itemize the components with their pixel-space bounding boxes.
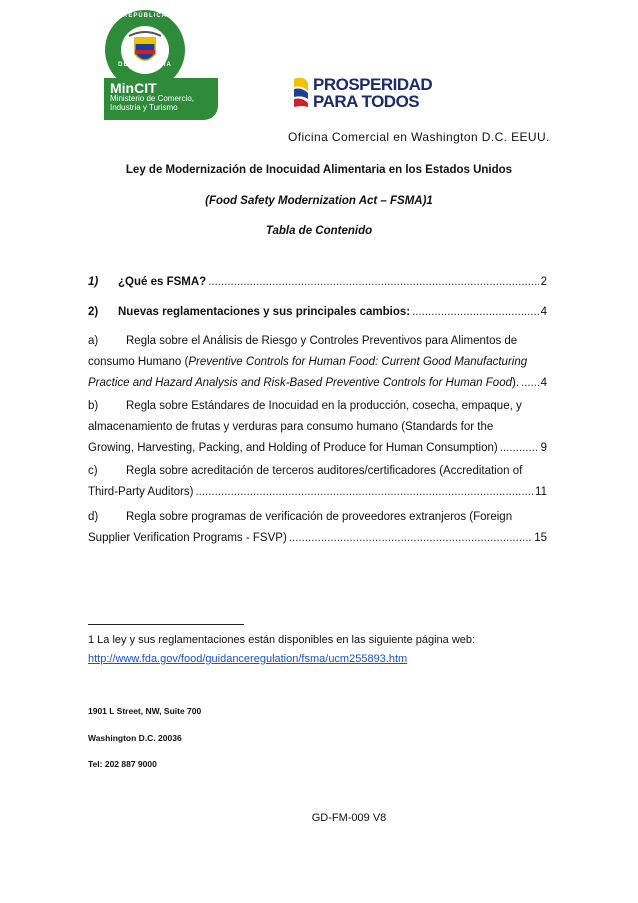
toc-item-2-number: 2): [88, 306, 99, 318]
document-title: Ley de Modernización de Inocuidad Alimentaria en los Estados Unidos: [125, 164, 513, 176]
prosperidad-line1: PROSPERIDAD: [313, 75, 433, 94]
document-code: GD-FM-009 V8: [311, 812, 387, 824]
footnote-text: 1 La ley y sus reglamentaciones están disponibles en las siguiente página web:: [88, 634, 476, 646]
toc-item-d-number: d): [88, 511, 99, 523]
toc-item-d[interactable]: [88, 507, 547, 549]
toc-item-d-line1: Regla sobre programas de verificación de proveedores extranjeros (Foreign: [126, 511, 513, 523]
office-header: Oficina Comercial en Washington D.C. EEUU.: [288, 130, 550, 144]
leader-dots: [521, 373, 539, 394]
toc-item-a-line2a: consumo Humano (: [88, 356, 189, 368]
toc-item-c-page: 11: [535, 486, 547, 498]
toc-item-c-number: c): [88, 465, 98, 477]
footnote-link[interactable]: http://www.fda.gov/food/guidanceregulation/fsma/ucm255893.htm: [88, 653, 408, 665]
toc-item-d-line2: Supplier Verification Programs - FSVP): [88, 532, 287, 544]
toc-item-c-line2: Third-Party Auditors): [88, 486, 194, 498]
toc-item-b-number: b): [88, 400, 99, 412]
mincit-title: MinCIT: [110, 80, 157, 96]
toc-item-2-label: Nuevas reglamentaciones y sus principales cambios:: [118, 306, 411, 318]
leader-dots: [412, 306, 539, 318]
toc-item-2-page: 4: [540, 306, 547, 318]
leader-dots: [289, 528, 532, 549]
toc-item-c-line1: Regla sobre acreditación de terceros auditores/certificadores (Accreditation of: [126, 465, 523, 477]
toc-item-b-line1: Regla sobre Estándares de Inocuidad en la producción, cosecha, empaque, y: [126, 400, 522, 412]
toc-item-a-page: 4: [540, 377, 547, 389]
prosperidad-logo-text: [313, 76, 432, 110]
leader-dots: [195, 482, 533, 503]
toc-item-d-page: 15: [534, 532, 547, 544]
toc-item-a-line3b: ).: [512, 377, 520, 389]
leader-dots: [208, 276, 538, 288]
toc-item-a-line2b: Preventive Controls for Human Food: Current Good Manufacturing: [188, 356, 528, 368]
toc-item-b-page: 9: [540, 442, 547, 454]
toc-item-1-label: ¿Qué es FSMA?: [118, 276, 207, 288]
footnote-divider: [88, 624, 244, 625]
toc-item-b-line2: almacenamiento de frutas y verduras para consumo humano (Standards for the: [88, 421, 494, 433]
seal-top-text: REPÚBLICA: [122, 13, 167, 19]
toc-item-1[interactable]: [88, 276, 547, 288]
prosperidad-line2: PARA TODOS: [313, 92, 420, 111]
toc-item-c[interactable]: [88, 461, 547, 503]
address-phone: Tel: 202 887 9000: [88, 759, 157, 769]
toc-heading: Tabla de Contenido: [265, 225, 373, 237]
toc-item-a-line1: Regla sobre el Análisis de Riesgo y Controles Preventivos para Alimentos de: [126, 335, 518, 347]
toc-item-b-line3: Growing, Harvesting, Packing, and Holding of Produce for Human Consumption): [88, 442, 498, 454]
toc-item-a-line3a: Practice and Hazard Analysis and Risk-Based Preventive Controls for Human Food: [88, 377, 512, 389]
address-city: Washington D.C. 20036: [88, 733, 182, 743]
seal-bottom-text: DE COLOMBIA: [118, 62, 172, 68]
leader-dots: [500, 438, 539, 459]
toc-item-1-number: 1): [88, 276, 99, 288]
toc-item-b[interactable]: [88, 396, 547, 459]
address-street: 1901 L Street, NW, Suite 700: [88, 706, 202, 716]
document-subtitle: (Food Safety Modernization Act – FSMA)1: [205, 195, 433, 207]
prosperidad-flag-icon: [292, 77, 310, 109]
toc-item-2[interactable]: [88, 306, 547, 318]
toc-item-a[interactable]: [88, 331, 547, 394]
toc-item-1-page: 2: [540, 276, 547, 288]
mincit-subtitle: Ministerio de Comercio, Industria y Turismo: [110, 94, 195, 112]
toc-item-a-number: a): [88, 335, 99, 347]
